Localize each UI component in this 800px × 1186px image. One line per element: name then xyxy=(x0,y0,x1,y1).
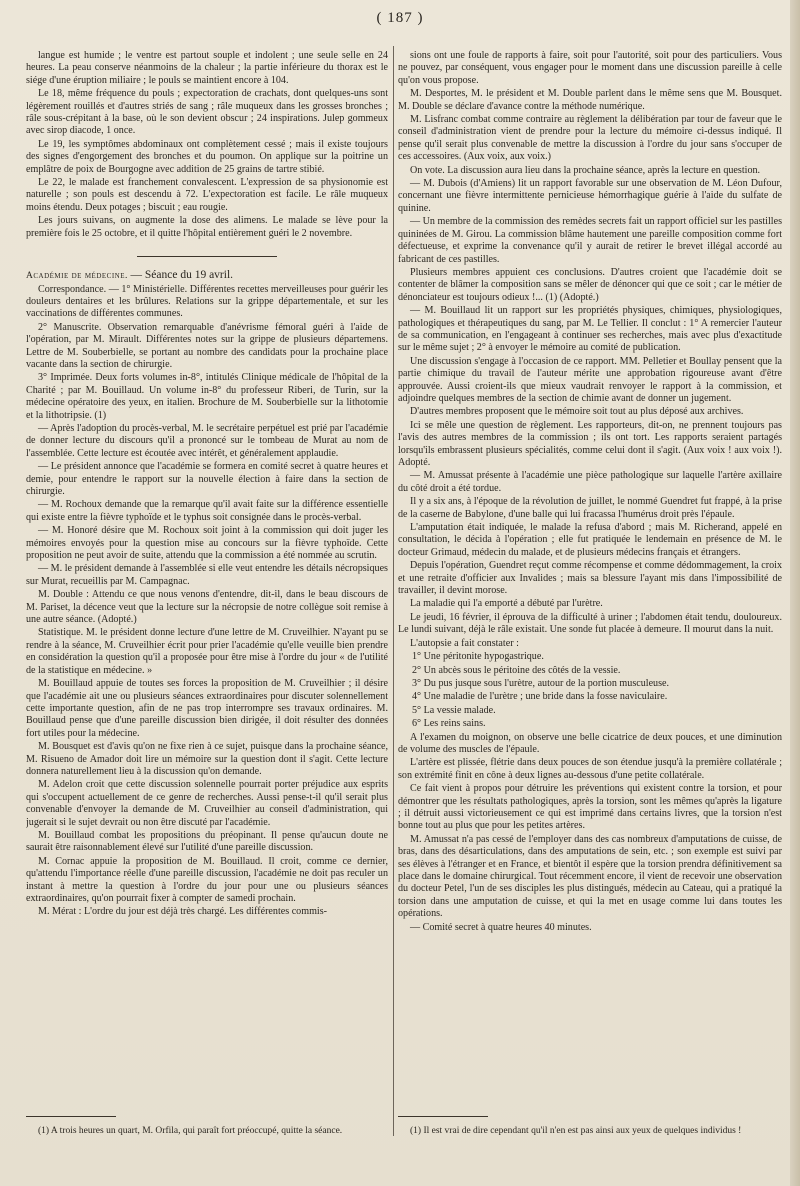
left-column xyxy=(26,50,388,1112)
column-divider xyxy=(393,46,394,1136)
list-item: 3° Du pus jusque sous l'urètre, autour de la portion musculeuse. xyxy=(412,677,670,689)
footnote-right xyxy=(398,1125,782,1137)
paragraph: Plusieurs membres appuient ces conclusions. D'autres croient que l'académie doit se contenter de blâmer la composition sans se mêler de dénoncer qui que ce soit ; car le métier de dénonciateur est toujours odieux !... (1) (Adopté.) xyxy=(398,266,782,303)
academie-heading: Académie de médecine. xyxy=(26,271,128,282)
closing-paragraphs xyxy=(398,732,782,935)
page-number: ( 187 ) xyxy=(376,10,424,26)
paragraph: A l'examen du moignon, on observe une belle cicatrice de deux pouces, et une diminution de volume des muscles de l'épaule. xyxy=(398,731,782,755)
paragraph: La maladie qui l'a emporté a débuté par l'urètre. xyxy=(410,598,603,610)
paragraph: — M. Honoré désire que M. Rochoux soit joint à la commission qui doit juger les mémoires envoyés pour la question mise au concours sur la fièvre typhoïde. Cette proposition ne peut avoir de suite, attendu que la commission a été nommée au scrutin. xyxy=(26,525,388,562)
paragraph: Le jeudi, 16 février, il éprouva de la difficulté à uriner ; l'abdomen était tendu, douloureux. Le lundi suivant, déjà le râle existait. Une sonde fut placée à demeure. Il mourut dans la nuit. xyxy=(398,611,782,636)
autopsy-list xyxy=(398,651,782,730)
paragraph: — Un membre de la commission des remèdes secrets fait un rapport officiel sur les pastilles quininées de M. Girou. La commission blâme hautement une pareille composition comme fort défectueuse, et exprime la convenance qu'il y aurait de retirer le brevet illégal accordé au fabricant de ces pastilles. xyxy=(398,216,782,265)
paragraph: — M. Rochoux demande que la remarque qu'il avait faite sur la différence essentielle qui existe entre la fièvre typhoïde et le typhus soit consignée dans le procès-verbal. xyxy=(26,499,388,523)
paragraph: L'autopsie a fait constater : xyxy=(410,637,519,649)
paragraph: On vote. La discussion aura lieu dans la prochaine séance, après la lecture en question. xyxy=(410,164,761,176)
paragraph: Le 18, même fréquence du pouls ; expectoration de crachats, dont quelques-uns sont légèrement rouillés et d'autres striés de sang ; râle muqueux dans les grosses bronches ; râle sous-crépitant à la base, où le son devient obscur ; 24 inspirations. Julep gommeux avec sirop diacode, 1 once. xyxy=(26,88,388,137)
paragraph: Correspondance. — 1° Ministérielle. Différentes recettes merveilleuses pour guérir les douleurs dentaires et les brûlures. Relations sur la grippe départementale, et sur les vaccinations de différentes communes. xyxy=(26,283,388,320)
right-column xyxy=(398,50,782,1112)
paragraph: langue est humide ; le ventre est partout souple et indolent ; une seule selle en 24 heures. La peau conserve néanmoins de la chaleur ; la partie inférieure du thorax est le siége d'une éruption miliaire ; le pouls se maintient encore à 104. xyxy=(26,50,388,86)
paragraph: D'autres membres proposent que le mémoire soit tout au plus déposé aux archives. xyxy=(410,406,744,418)
footnote-text: (1) Il est vrai de dire cependant qu'il n'en est pas ainsi aux yeux de quelques individus ! xyxy=(410,1126,742,1136)
paragraph: 2° Manuscrite. Observation remarquable d'anévrisme fémoral guéri à l'aide de l'opération, par M. Mirault. Différentes notes sur la grippe de plusieurs départemens. Lettre de M. Souberbielle, se portant au nombre des candidats pour la prochaine place vacante dans la section de chirurgie. xyxy=(26,321,388,370)
paragraph: M. Amussat n'a pas cessé de l'employer dans des cas nombreux d'amputations de cuisse, de bras, dans des désarticulations, dans des amputations de sein, etc. ; son exemple est suivi par ses élèves à l'étranger et en France, et bientôt il espère que la torsion prendra définitivement sa place dans le domaine chirurgical. Tout récemment encore, il vient de recevoir une observation du docteur Petel, l'un de ses disciples les plus distingués, médecin au Cateau, qui a pratiqué la torsion dans une amputation de cuisse, et qui la met en usage comme lui dans toutes les opérations. xyxy=(398,833,782,920)
footnote-text: (1) A trois heures un quart, M. Orfila, qui paraît fort préoccupé, quitte la séance. xyxy=(38,1126,343,1136)
paragraph: — Comité secret à quatre heures 40 minutes. xyxy=(410,921,592,933)
paragraph: L'artère est plissée, flétrie dans deux pouces de son étendue jusqu'à la première collatérale ; son extrémité finit en cône à deux lignes au-dessous d'une petite collatérale. xyxy=(398,757,782,781)
page-edge xyxy=(790,0,800,1186)
paragraph: Les jours suivans, on augmente la dose des alimens. Le malade se lève pour la première fois le 25 octobre, et il quitte l'hôpital entièrement guéri le 2 novembre. xyxy=(26,215,388,239)
paragraph: Statistique. M. le président donne lecture d'une lettre de M. Cruveilhier. N'ayant pu se rendre à la séance, M. Cruveilhier écrit pour prier l'académie qu'elle veuille bien prendre en considération la question qu'il a proposée pour être mise à l'ordre du jour « de l'utilité de la statistique en médecine. » xyxy=(26,627,388,676)
paragraph: Ici se mêle une question de règlement. Les rapporteurs, dit-on, ne prennent toujours pas l'avis des autres membres de la commission ; ils ont tort. Les rapports seraient partagés lorsqu'ils embrassent plusieurs spécialités, comme celui dont il s'agit. (Aux voix ! aux voix !). Adopté. xyxy=(398,419,782,468)
paragraph: — Le président annonce que l'académie se formera en comité secret à quatre heures et demie, pour entendre le rapport sur la nouvelle élection à faire dans la section de chirurgie. xyxy=(26,461,388,497)
academie-report xyxy=(26,284,388,919)
seance-heading: — Séance du 19 avril. xyxy=(130,269,234,282)
paragraph: L'amputation était indiquée, le malade la refusa d'abord ; mais M. Richerand, appelé en consultation, le décida à l'opération ; elle fut pratiquée le lendemain en présence de M. le docteur Grimaud, médecin du malade, et de plusieurs médecins français et étrangers. xyxy=(398,522,782,558)
list-item: 6° Les reins sains. xyxy=(412,718,486,730)
paragraph: M. Bouillaud combat les propositions du préopinant. Il pense qu'aucun doute ne saurait être raisonnablement élevé sur l'utilité d'une pareille discussion. xyxy=(26,829,388,854)
paragraph: Ce fait vient à propos pour détruire les préventions qui existent contre la torsion, et pour démontrer que les résultats pathologiques, après la torsion, sont les mêmes qu'après la ligature ; il détruit aussi victorieusement ce qui est imprimé dans certains livres, que la torsion n'est bonne tout au plus que pour les petites artères. xyxy=(398,783,782,832)
paragraph: Il y a six ans, à l'époque de la révolution de juillet, le nommé Guendret fut frappé, à la prise de la caserne de Babylone, d'une balle qui lui fracassa l'humérus droit près l'épaule. xyxy=(398,496,782,520)
list-item: 1° Une péritonite hypogastrique. xyxy=(412,651,544,663)
case-report xyxy=(26,50,388,240)
paragraph: M. Double : Attendu ce que nous venons d'entendre, dit-il, dans le beau discours de M. Pariset, la décence veut que la lecture sur la nécropsie de notre collègue soit remise à une autre séance. (Adopté.) xyxy=(26,589,388,626)
paragraph: — M. Amussat présente à l'académie une pièce pathologique sur laquelle l'artère axillaire du côté droit a été tordue. xyxy=(398,470,782,494)
right-paragraphs xyxy=(398,50,782,650)
paragraph: M. Bouillaud appuie de toutes ses forces la proposition de M. Cruveilhier ; il désire que l'académie ait une ou plusieurs séances extraordinaires pour discuter solennellement cette importante question, afin de ne pas trop interrompre ses travaux ordinaires. M. Bouillaud pense que d'une pareille discussion bien dirigée, il doit résulter des données fort utiles pour la médecine. xyxy=(26,678,388,739)
list-item: 5° La vessie malade. xyxy=(412,704,496,716)
list-item: 4° Une maladie de l'urètre ; une bride dans la fosse naviculaire. xyxy=(412,691,668,703)
paragraph: sions ont une foule de rapports à faire, soit pour l'autorité, soit pour des particuliers. Vous ne pouvez, par conséquent, vous engager pour le moment dans une discussion pareille à celle qu'on vous propose. xyxy=(398,50,782,86)
paragraph: — M. le président demande à l'assemblée si elle veut entendre les détails nécropsiques sur Murat, recueillis par M. Campagnac. xyxy=(26,563,388,587)
footnote-left xyxy=(26,1125,388,1137)
footnote-rule-right xyxy=(398,1116,488,1117)
paragraph: M. Mérat : L'ordre du jour est déjà très chargé. Les différentes commis- xyxy=(38,906,328,918)
paragraph: M. Cornac appuie la proposition de M. Bouillaud. Il croit, comme ce dernier, qu'attendu l'importance réelle d'une pareille discussion, l'académie ne doit pas reculer un instant à mettre la question à l'ordre du jour pour une ou plusieurs séances extraordinaires, qu'on pourrait fixer à compter de samedi prochain. xyxy=(26,855,388,904)
paragraph: M. Lisfranc combat comme contraire au règlement la délibération par tour de faveur que le conseil d'administration vient de prendre pour la lecture du mémoire ci-dessus indiqué. Il pense qu'il serait plus convenable de mettre la discussion à l'ordre du jour sans s'occuper de ces accessoires. (Aux voix, aux voix.) xyxy=(398,114,782,163)
paragraph: M. Adelon croit que cette discussion solennelle pourrait porter préjudice aux esprits qui s'occupent actuellement de ce genre de recherches. Aussi pense-t-il qu'il serait plus convenable d'envoyer la demande de M. Cruveilhier au conseil d'administration, qui jugerait si le sujet devrait ou non être discuté par l'académie. xyxy=(26,779,388,828)
paragraph: M. Desportes, M. le président et M. Double parlent dans le même sens que M. Bousquet. M. Double se déclare d'avance contre la méthode numérique. xyxy=(398,88,782,112)
paragraph: Le 19, les symptômes abdominaux ont complètement cessé ; mais il existe toujours des signes d'engorgement des bronches et du poumon. On applique sur la poitrine un emplâtre de poix de Bourgogne avec addition de 25 grains de tartre stibié. xyxy=(26,138,388,175)
paragraph: Depuis l'opération, Guendret reçut comme récompense et comme dédommagement, la croix et une retraite d'officier aux Invalides ; mais sa blessure l'ayant mis dans l'impossibilité de travailler, il devint morose. xyxy=(398,560,782,597)
paragraph: 3° Imprimée. Deux forts volumes in-8°, intitulés Clinique médicale de l'hôpital de la Charité ; par M. Bouillaud. Un volume in-8° du professeur Riberi, de Turin, sur la médecine opératoire des yeux, en italien. Brochure de M. Souberbielle sur la lithotomie et la lithotripsie. (1) xyxy=(26,372,388,421)
paragraph: Une discussion s'engage à l'occasion de ce rapport. MM. Pelletier et Boullay pensent que la partie chimique du travail de l'auteur mérite une approbation rigoureuse avant d'être approuvée. Aussi croient-ils que mieux vaudrait renvoyer le rapport à la commission, et adjoindre quelques membres de la section de chimie avant de donner un jugement. xyxy=(398,355,782,404)
paragraph: — Après l'adoption du procès-verbal, M. le secrétaire perpétuel est prié par l'académie de donner lecture du discours qu'il a prononcé sur le tombeau de Murat au nom de l'assemblée. Cette lecture est écoutée avec intérêt, et généralement applaudie. xyxy=(26,422,388,459)
section-heading xyxy=(26,269,388,282)
paragraph: — M. Bouillaud lit un rapport sur les propriétés physiques, chimiques, physiologiques, pathologiques et thérapeutiques du sang, par M. Le Tellier. Il conclut : 1° A remercier l'auteur de sa communication, en l'engageant à continuer ses recherches, mais avec plus d'exactitude sur le même sujet ; 2° à envoyer le mémoire au comité de publication. xyxy=(398,305,782,354)
paragraph: — M. Dubois (d'Amiens) lit un rapport favorable sur une observation de M. Léon Dufour, concernant une fièvre intermittente pernicieuse hémorrhagique guérie à l'aide du sulfate de quinine. xyxy=(398,178,782,214)
list-item: 2° Un abcès sous le péritoine des côtés de la vessie. xyxy=(412,664,621,676)
footnote-rule-left xyxy=(26,1116,116,1117)
paragraph: M. Bousquet est d'avis qu'on ne fixe rien à ce sujet, puisque dans la prochaine séance, M. Risueno de Amador doit lire un mémoire sur la question dont il s'agit. Cette lecture donnera naturellement lieu à la discussion qu'on demande. xyxy=(26,741,388,777)
section-divider xyxy=(137,256,277,257)
paragraph: Le 22, le malade est franchement convalescent. L'expression de sa physionomie est naturelle ; son pouls est descendu à 72. L'expectoration est facile. Le râle muqueux moins étendu. Deux potages ; biscuit ; eau rougie. xyxy=(26,177,388,213)
